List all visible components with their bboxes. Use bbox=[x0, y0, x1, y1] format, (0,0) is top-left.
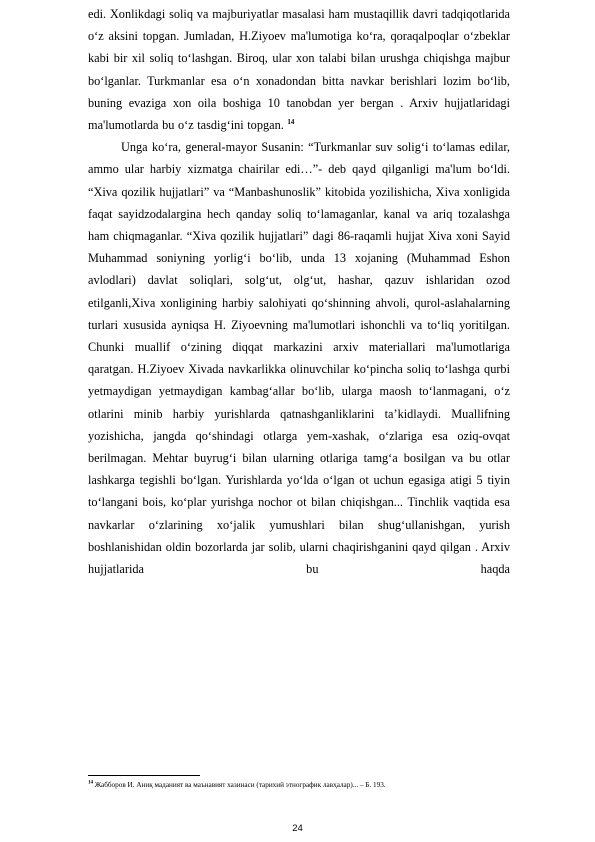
paragraph-text: Unga ko‘ra, general-mayor Susanin: “Turkmanlar suv solig‘i to‘lamas edilar, ammo ular harbiy xizmatga chairilar edi…”- deb qayd qilganligi ma'lum bo‘ldi. “Xiva qozilik hujjatlari” va “Manbashunoslik” kitobida yozilishicha, Xiva xonligida faqat sayidzodalargina hech qanday soliq to‘lamaganlar, kanal va ariq tozalashga ham chiqmaganlar. “Xiva qozilik hujjatlari” dagi 86-raqamli hujjat Xiva xoni Sayid Muhammad soniyning yorlig‘i bo‘lib, unda 13 xojaning (Muhammad Eshon avlodlari) davlat soliqlari, solg‘ut, olg‘ut, hashar, qazuv ishlaridan ozod etilganli,Xiva xonligining harbiy salohiyati qo‘shinning ahvoli, qurol-aslahalarning turlari xususida ayniqsa H. Ziyoevning ma'lumotlari ishonchli va to‘liq yoritilgan. Chunki muallif o‘zining diqqat markazini arxiv materiallari ma'lumotlariga qaratgan. H.Ziyoev Xivada navkarlikka olinuvchilar ko‘pincha soliq to‘lashga qurbi yetmaydigan yetmaydigan kambag‘allar bo‘lib, ularga maosh to‘lanmagani, o‘z otlarini minib harbiy yurishlarda qatnashganliklarini ta’kidlaydi. Muallifning yozishicha, jangda qo‘shindagi otlarga yem-xashak, o‘zlariga esa oziq-ovqat berilmagan. Mehtar buyrug‘i bilan ularning otlariga tamg‘a bosilgan va bu otlar lashkarga tegishli bo‘lgan. Yurishlarda yo‘lda o‘lgan ot uchun egasiga atigi 5 tiyin to‘langani bois, ko‘plar yurishga nochor ot bilan chiqishgan... Tinchlik vaqtida esa navkarlar o‘zlarining xo‘jalik yumushlari bilan shug‘ullanishgan, yurish boshlanishidan oldin bozorlarda jar solib, ularni chaqirishganini qayd qilgan . Arxiv hujjatlarida bu haqda bbox=[88, 140, 510, 577]
page-number: 24 bbox=[292, 823, 303, 834]
footnote-reference[interactable]: 14 bbox=[287, 117, 295, 126]
footnote bbox=[88, 780, 518, 790]
paragraph bbox=[88, 136, 510, 580]
body-text bbox=[88, 3, 510, 580]
paragraph-text: edi. Xonlikdagi soliq va majburiyatlar masalasi ham mustaqillik davri tadqiqotlarida o‘z aksini topgan. Jumladan, H.Ziyoev ma'lumotiga ko‘ra, qoraqalpoqlar o‘zbeklar kabi bir xil soliq to‘lashgan. Biroq, ular xon talabi bilan urushga chiqishga majbur bo‘lganlar. Turkmanlar esa o‘n xonadondan bitta navkar berishlari lozim bo‘lib, buning evaziga xon oila boshiga 10 tanobdan yer bergan . Arxiv hujjatlaridagi ma'lumotlarda bu o‘z tasdig‘ini topgan. bbox=[88, 7, 510, 133]
footnote-text: Жабборов И. Аниқ маданият ва маънавият хазинаси (тарихий этнографик лавҳалар)... – Б. 193. bbox=[93, 781, 386, 789]
footnote-number: 14 bbox=[88, 780, 93, 786]
footnote-divider bbox=[88, 775, 200, 776]
paragraph bbox=[88, 3, 510, 136]
